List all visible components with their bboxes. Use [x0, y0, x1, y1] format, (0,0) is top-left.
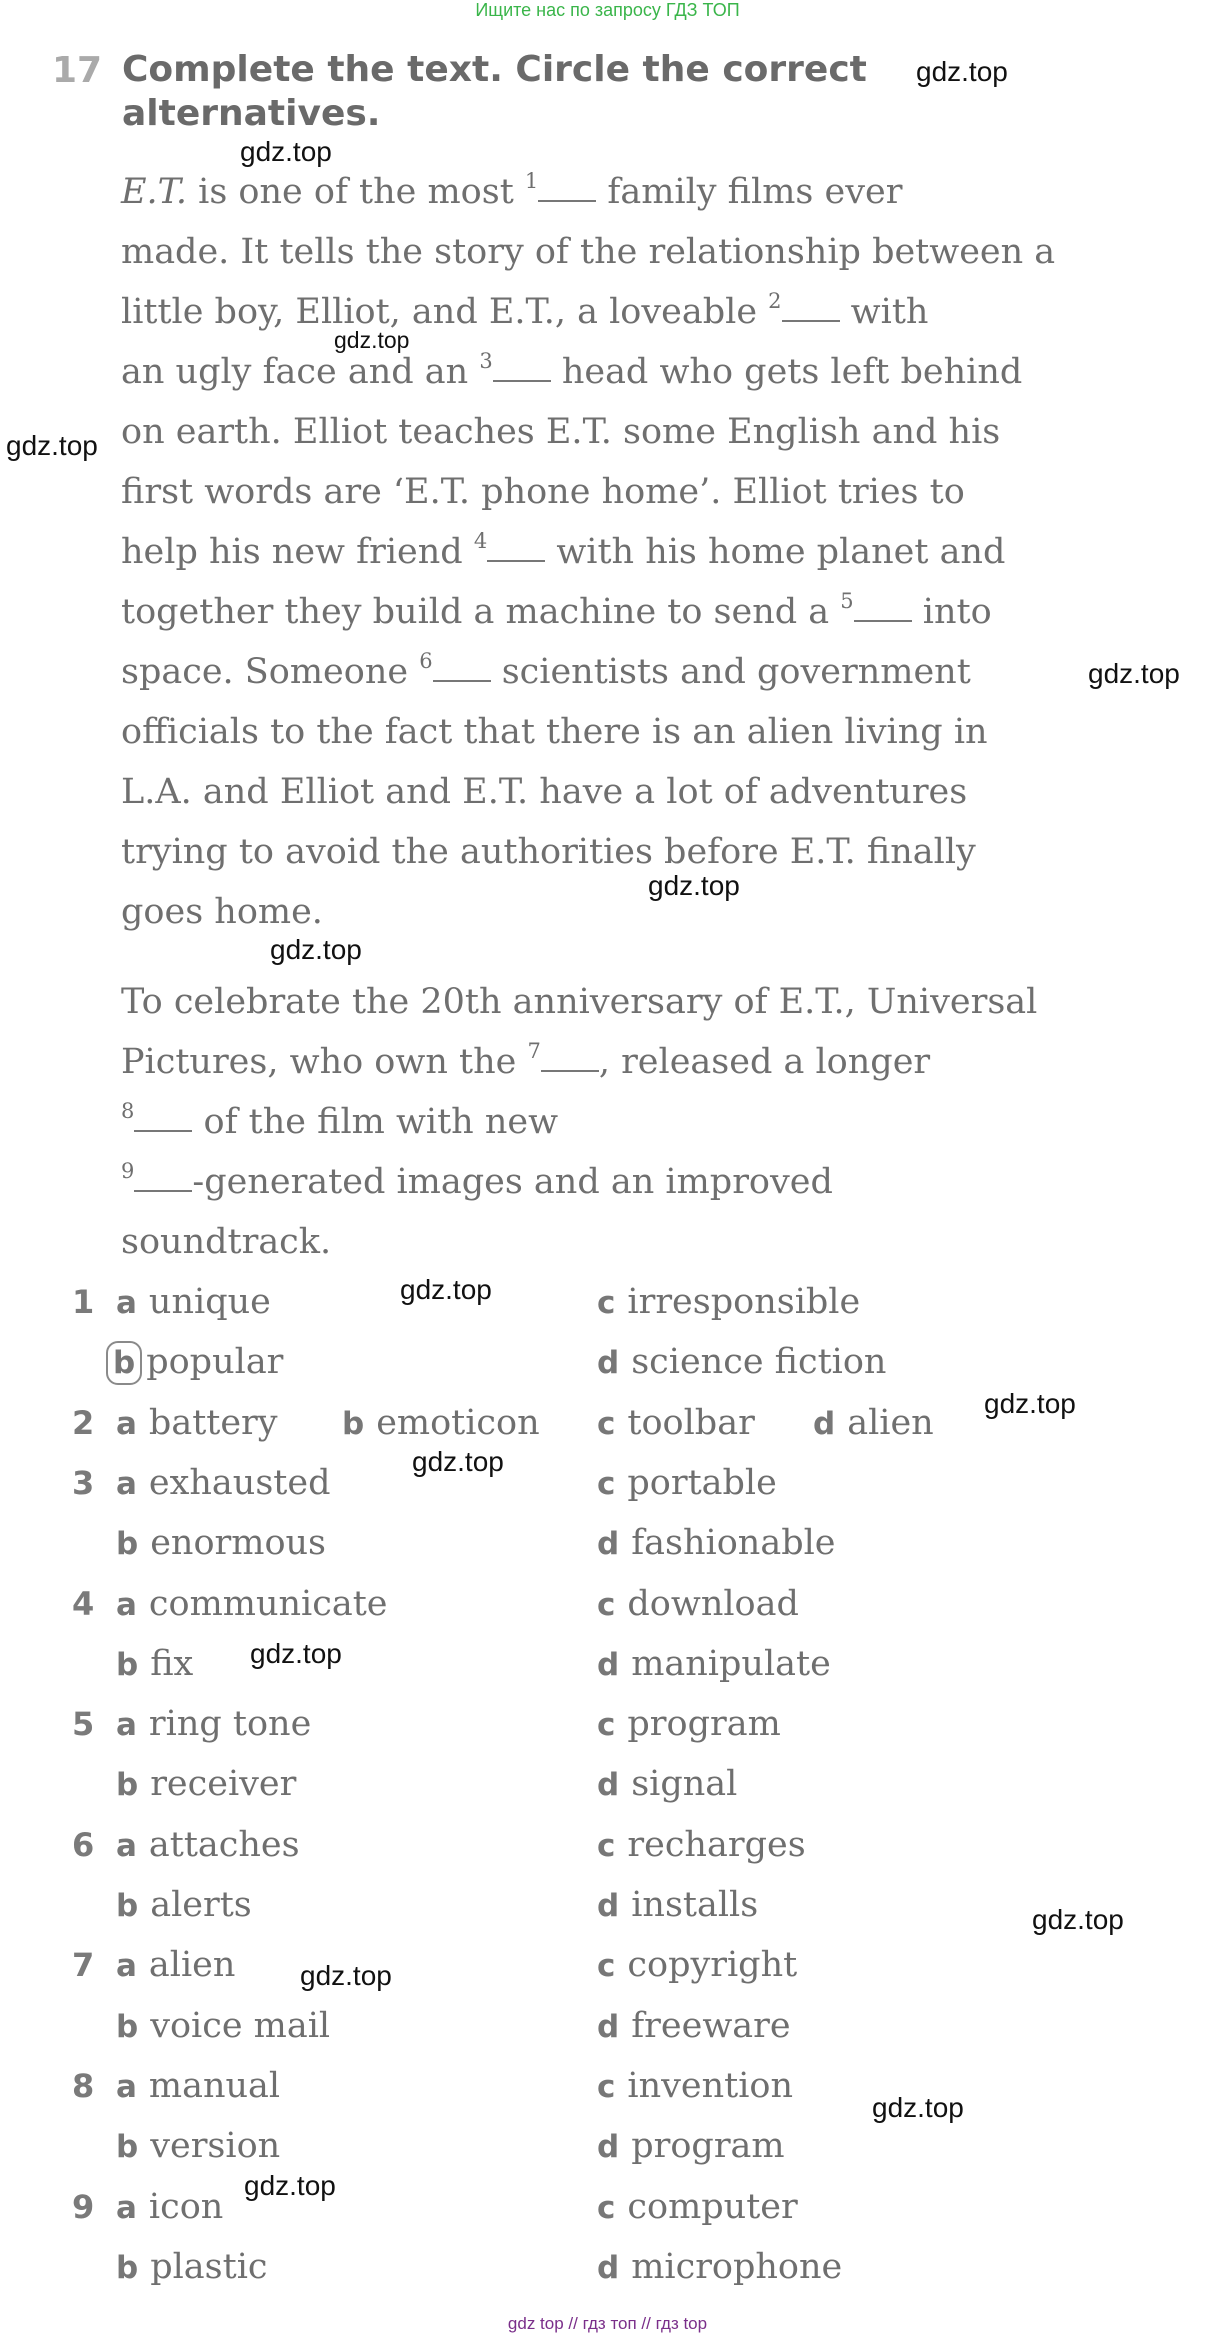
question-number: 5: [72, 1705, 95, 1744]
option-letter: c: [597, 1586, 616, 1623]
text-segment: goes home.: [121, 892, 323, 932]
option-a[interactable]: [116, 1694, 311, 1755]
text-line: [121, 1032, 1181, 1092]
text-line: [121, 342, 1181, 402]
exercise-title: [122, 48, 922, 136]
option-letter: b: [116, 1526, 139, 1563]
gap-blank: [134, 1188, 192, 1192]
option-word: fix: [150, 1643, 194, 1684]
option-b[interactable]: [106, 1332, 283, 1392]
watermark: gdz.top: [872, 2092, 964, 2123]
option-b[interactable]: [116, 1513, 326, 1574]
option-word: program: [631, 2126, 785, 2167]
option-word: emoticon: [376, 1402, 540, 1443]
option-word: freeware: [631, 2005, 791, 2046]
option-word: battery: [148, 1402, 278, 1443]
option-row: [0, 2237, 1215, 2297]
gap-number: 7: [527, 1039, 541, 1063]
option-letter: a: [116, 1405, 137, 1442]
option-word: alerts: [150, 1885, 252, 1925]
option-d[interactable]: [597, 1754, 737, 1815]
option-letter: c: [597, 1285, 616, 1321]
gap-blank: [541, 1068, 599, 1072]
text-segment: family films ever: [596, 172, 903, 212]
text-line: [121, 462, 1181, 522]
option-letter: c: [597, 1948, 616, 1985]
gap-number: 1: [524, 169, 539, 193]
gap-number: 2: [768, 289, 782, 313]
question-number: 4: [72, 1584, 95, 1623]
option-a[interactable]: [116, 2177, 223, 2238]
option-c[interactable]: [597, 1815, 806, 1876]
option-word: manual: [148, 2065, 281, 2106]
watermark: gdz.top: [244, 2170, 336, 2201]
option-row: [0, 1815, 1215, 1875]
option-letter: d: [597, 1345, 620, 1382]
option-letter: b: [116, 2008, 139, 2045]
option-row: [0, 1453, 1215, 1513]
option-letter: a: [116, 1827, 137, 1864]
option-b[interactable]: [116, 1875, 252, 1936]
option-b[interactable]: [116, 2237, 268, 2298]
text-segment: head who gets left behind: [550, 352, 1023, 392]
option-row: [0, 2116, 1215, 2176]
option-word: portable: [627, 1462, 777, 1503]
text-segment: together they build a machine to send a: [121, 592, 841, 632]
option-d[interactable]: [597, 2237, 842, 2298]
option-letter: b: [116, 1767, 139, 1804]
text-segment: soundtrack.: [121, 1222, 332, 1262]
option-word: science fiction: [631, 1342, 887, 1383]
text-segment: with his home planet and: [545, 532, 1006, 572]
text-line: [121, 702, 1181, 762]
option-word: communicate: [148, 1583, 388, 1624]
option-a[interactable]: [116, 1393, 278, 1454]
option-d[interactable]: [597, 1634, 831, 1695]
gap-number: 8: [121, 1099, 135, 1123]
watermark: gdz.top: [648, 870, 740, 901]
option-letter: a: [116, 1465, 137, 1502]
text-line: [121, 762, 1181, 822]
text-segment: an ugly face and an: [121, 352, 480, 392]
option-b[interactable]: [342, 1393, 540, 1454]
text-segment: space. Someone: [121, 652, 420, 692]
option-d[interactable]: [597, 2116, 785, 2177]
watermark: gdz.top: [984, 1388, 1076, 1419]
watermark: gdz.top: [250, 1638, 342, 1669]
text-segment: made. It tells the story of the relationship between a: [121, 232, 1056, 272]
option-b[interactable]: [116, 2116, 280, 2177]
gap-blank: [134, 1128, 192, 1132]
text-line: [121, 972, 1181, 1032]
option-letter: d: [597, 1526, 620, 1563]
option-d[interactable]: [597, 1996, 791, 2057]
question-number: 9: [72, 2187, 95, 2226]
question-number: 7: [72, 1946, 95, 1985]
text-line: [121, 402, 1181, 462]
text-line: [121, 222, 1181, 282]
option-letter: a: [116, 1948, 137, 1985]
option-letter: d: [597, 1646, 620, 1683]
text-line: [121, 1152, 1181, 1212]
option-c[interactable]: [597, 2177, 798, 2238]
option-word: toolbar: [627, 1402, 755, 1443]
option-letter: c: [597, 2068, 616, 2105]
option-letter: d: [813, 1405, 836, 1442]
option-letter: c: [597, 2189, 616, 2226]
option-c[interactable]: [597, 1272, 860, 1333]
text-segment: L.A. and Elliot and E.T. have a lot of adventures: [121, 772, 968, 812]
option-word: attaches: [148, 1824, 300, 1865]
option-word: manipulate: [631, 1643, 831, 1684]
top-banner: Ищите нас по запросу ГДЗ ТОП: [475, 0, 740, 20]
option-a[interactable]: [116, 1574, 388, 1635]
option-c[interactable]: [597, 1393, 755, 1454]
watermark: gdz.top: [334, 327, 410, 353]
option-letter: c: [597, 1465, 616, 1502]
watermark: gdz.top: [916, 56, 1008, 87]
question-number: 3: [72, 1463, 95, 1502]
watermark: gdz.top: [1032, 1904, 1124, 1935]
gap-blank: [487, 558, 545, 562]
text-line: [121, 1212, 1181, 1272]
text-segment: -generated images and an improved: [192, 1162, 833, 1202]
option-word: recharges: [627, 1824, 806, 1865]
option-word: signal: [631, 1764, 738, 1805]
option-letter: d: [597, 2249, 620, 2286]
option-letter: b: [116, 2249, 139, 2286]
option-letter: a: [116, 1285, 137, 1321]
option-a[interactable]: [116, 1453, 330, 1514]
option-c[interactable]: [597, 1574, 799, 1635]
option-row: [0, 1694, 1215, 1754]
option-word: unique: [148, 1282, 271, 1322]
text-line: [121, 1092, 1181, 1152]
option-row: [0, 1634, 1215, 1694]
gap-number: 4: [473, 529, 488, 553]
option-b[interactable]: [116, 1754, 296, 1815]
option-letter: c: [597, 1405, 616, 1442]
watermark: gdz.top: [6, 430, 98, 461]
option-row: [0, 1574, 1215, 1634]
option-c[interactable]: [597, 1935, 797, 1996]
question-number: 1: [72, 1283, 95, 1321]
text-segment: , released a longer: [598, 1042, 931, 1082]
option-d[interactable]: [597, 1332, 886, 1393]
option-c[interactable]: [597, 2056, 793, 2117]
option-letter: c: [597, 1707, 616, 1744]
option-row: [0, 1996, 1215, 2056]
watermark: gdz.top: [1088, 658, 1180, 689]
question-number: 2: [72, 1403, 95, 1442]
text-segment: officials to the fact that there is an alien living in: [121, 712, 988, 752]
circled-option-letter: b: [106, 1341, 142, 1385]
option-row: [0, 2177, 1215, 2237]
option-word: fashionable: [631, 1523, 836, 1564]
text-segment: Pictures, who own the: [121, 1042, 528, 1082]
text-segment: To celebrate the 20th anniversary of E.T., Universal: [121, 982, 1038, 1022]
watermark: gdz.top: [400, 1274, 492, 1305]
option-word: receiver: [150, 1764, 297, 1805]
option-letter: d: [597, 1888, 620, 1924]
option-row: [0, 1935, 1215, 1995]
option-word: ring tone: [148, 1704, 312, 1745]
option-letter: b: [116, 1888, 139, 1924]
gap-blank: [854, 618, 912, 622]
option-b[interactable]: [116, 1996, 330, 2057]
option-a[interactable]: [116, 1272, 271, 1333]
option-a[interactable]: [116, 2056, 280, 2117]
text-line: [121, 642, 1181, 702]
option-d[interactable]: [597, 1513, 836, 1574]
option-letter: c: [597, 1827, 616, 1864]
option-word: plastic: [150, 2246, 268, 2287]
text-segment: trying to avoid the authorities before E.T. finally: [121, 832, 976, 872]
gap-blank: [782, 318, 840, 322]
text-segment: little boy, Elliot, and E.T., a loveable: [121, 292, 769, 332]
text-line: [121, 522, 1181, 582]
option-letter: a: [116, 1707, 137, 1744]
gap-blank: [493, 378, 551, 382]
question-number: 8: [72, 2066, 95, 2105]
option-d[interactable]: [597, 1875, 758, 1936]
option-word: installs: [631, 1885, 759, 1925]
gap-number: 3: [479, 349, 493, 373]
text-line: [121, 282, 1181, 342]
option-row: [0, 1754, 1215, 1814]
option-word: invention: [627, 2065, 794, 2106]
watermark: gdz.top: [300, 1960, 392, 1991]
gap-blank: [538, 198, 596, 202]
option-letter: a: [116, 2068, 137, 2105]
option-word: exhausted: [148, 1462, 331, 1503]
option-letter: d: [597, 2008, 620, 2045]
option-word: voice mail: [150, 2005, 331, 2046]
option-letter: d: [597, 2129, 620, 2166]
option-c[interactable]: [597, 1694, 781, 1755]
text-segment: first words are ‘E.T. phone home’. Elliot tries to: [121, 472, 965, 512]
option-word: icon: [148, 2186, 224, 2227]
option-word: copyright: [627, 1945, 798, 1986]
option-row: [0, 1332, 1215, 1392]
italic-title: E.T.: [121, 172, 188, 212]
text-segment: scientists and government: [490, 652, 971, 692]
option-a[interactable]: [116, 1935, 235, 1996]
option-word: enormous: [150, 1523, 327, 1564]
option-word: popular: [146, 1342, 284, 1383]
option-row: [0, 2056, 1215, 2116]
text-segment: of the film with new: [192, 1102, 559, 1142]
gap-blank: [433, 678, 491, 682]
option-letter: a: [116, 2189, 137, 2226]
text-segment: is one of the most: [187, 172, 525, 212]
option-word: download: [627, 1583, 799, 1624]
text-line: [121, 162, 1181, 222]
gap-number: 9: [121, 1159, 135, 1183]
option-word: microphone: [631, 2246, 843, 2287]
exercise-title-line: Complete the text. Circle the correct: [122, 49, 867, 90]
watermark: gdz.top: [270, 934, 362, 965]
option-word: irresponsible: [627, 1282, 861, 1322]
exercise-number: 17: [52, 50, 103, 91]
reading-text: [121, 162, 1181, 1272]
option-letter: b: [116, 1646, 139, 1683]
option-word: alien: [847, 1402, 934, 1443]
option-letter: a: [116, 1586, 137, 1623]
exercise-title-line: alternatives.: [122, 93, 381, 134]
option-letter: b: [342, 1405, 365, 1442]
question-number: 6: [72, 1825, 95, 1864]
text-segment: with: [839, 292, 929, 332]
option-a[interactable]: [116, 1815, 300, 1876]
gap-number: 6: [419, 649, 433, 673]
option-row: [0, 1272, 1215, 1332]
option-letter: b: [116, 2129, 139, 2166]
option-word: computer: [627, 2186, 798, 2227]
option-d[interactable]: [813, 1393, 934, 1454]
option-letter: d: [597, 1767, 620, 1804]
option-row: [0, 1513, 1215, 1573]
watermark: gdz.top: [412, 1446, 504, 1477]
option-word: version: [150, 2126, 281, 2167]
option-c[interactable]: [597, 1453, 777, 1514]
option-word: program: [627, 1704, 781, 1745]
text-segment: into: [911, 592, 992, 632]
text-segment: help his new friend: [121, 532, 474, 572]
watermark: gdz.top: [240, 136, 332, 167]
gap-number: 5: [840, 589, 854, 613]
text-segment: on earth. Elliot teaches E.T. some English and his: [121, 412, 1001, 452]
option-word: alien: [148, 1945, 236, 1986]
bottom-banner: gdz top // гдз топ // гдз top: [507, 2314, 708, 2333]
text-line: [121, 582, 1181, 642]
option-b[interactable]: [116, 1634, 193, 1695]
